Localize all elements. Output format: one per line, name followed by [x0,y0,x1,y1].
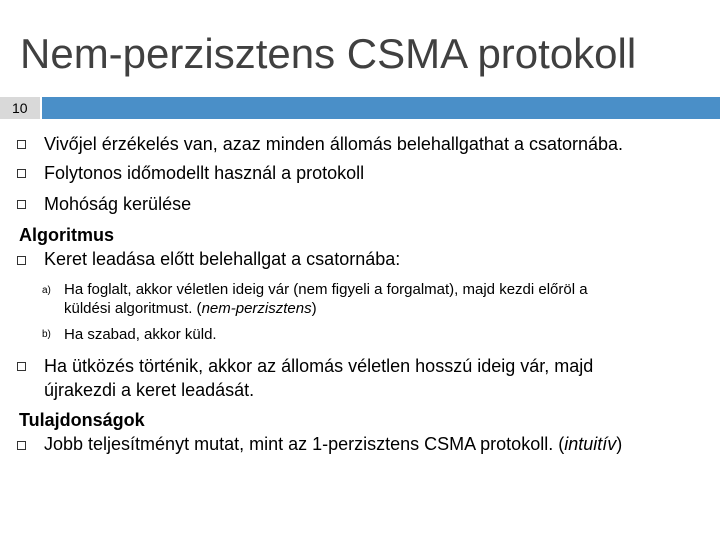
sub-item-free: Ha szabad, akkor küld. [64,326,217,343]
non-persistent-italic: nem-perzisztens [201,300,312,317]
header-accent-bar [42,97,720,119]
square-bullet-icon [17,200,26,209]
sub-item-marker-a: a) [42,285,51,296]
slide-title: Nem-perzisztens CSMA protokoll [20,30,637,77]
bullet-item-collision-line2: újrakezdi a keret leadását. [44,380,255,400]
square-bullet-icon [17,140,26,149]
bullet-item-collision-line1: Ha ütközés történik, akkor az állomás véletlen hosszú ideig vár, majd [44,356,594,376]
square-bullet-icon [17,441,26,450]
bullet-item-performance: Jobb teljesítményt mutat, mint az 1-perzisztens CSMA protokoll. (intuitív) [44,434,623,454]
slide-number: 10 [0,97,40,119]
sub-item-busy-line2: küldési algoritmust. (nem-perzisztens) [64,300,317,317]
bullet-item-carrier-sense: Vivőjel érzékelés van, azaz minden állomás belehallgathat a csatornába. [44,134,624,154]
bullet-item-greedy-avoid: Mohóság kerülése [44,194,192,214]
sub-item-busy-line1: Ha foglalt, akkor véletlen ideig vár (nem figyeli a forgalmat), majd kezdi előröl a [64,281,588,298]
section-heading-tulajdonsagok: Tulajdonságok [19,410,145,430]
sub-item-marker-b: b) [42,329,51,340]
square-bullet-icon [17,256,26,265]
bullet-item-listen-before: Keret leadása előtt belehallgat a csatornába: [44,249,401,269]
square-bullet-icon [17,362,26,371]
section-heading-algoritmus: Algoritmus [19,225,115,245]
square-bullet-icon [17,169,26,178]
intuitive-italic: intuitív [564,434,617,454]
bullet-item-continuous-time: Folytonos időmodellt használ a protokoll [44,163,365,183]
